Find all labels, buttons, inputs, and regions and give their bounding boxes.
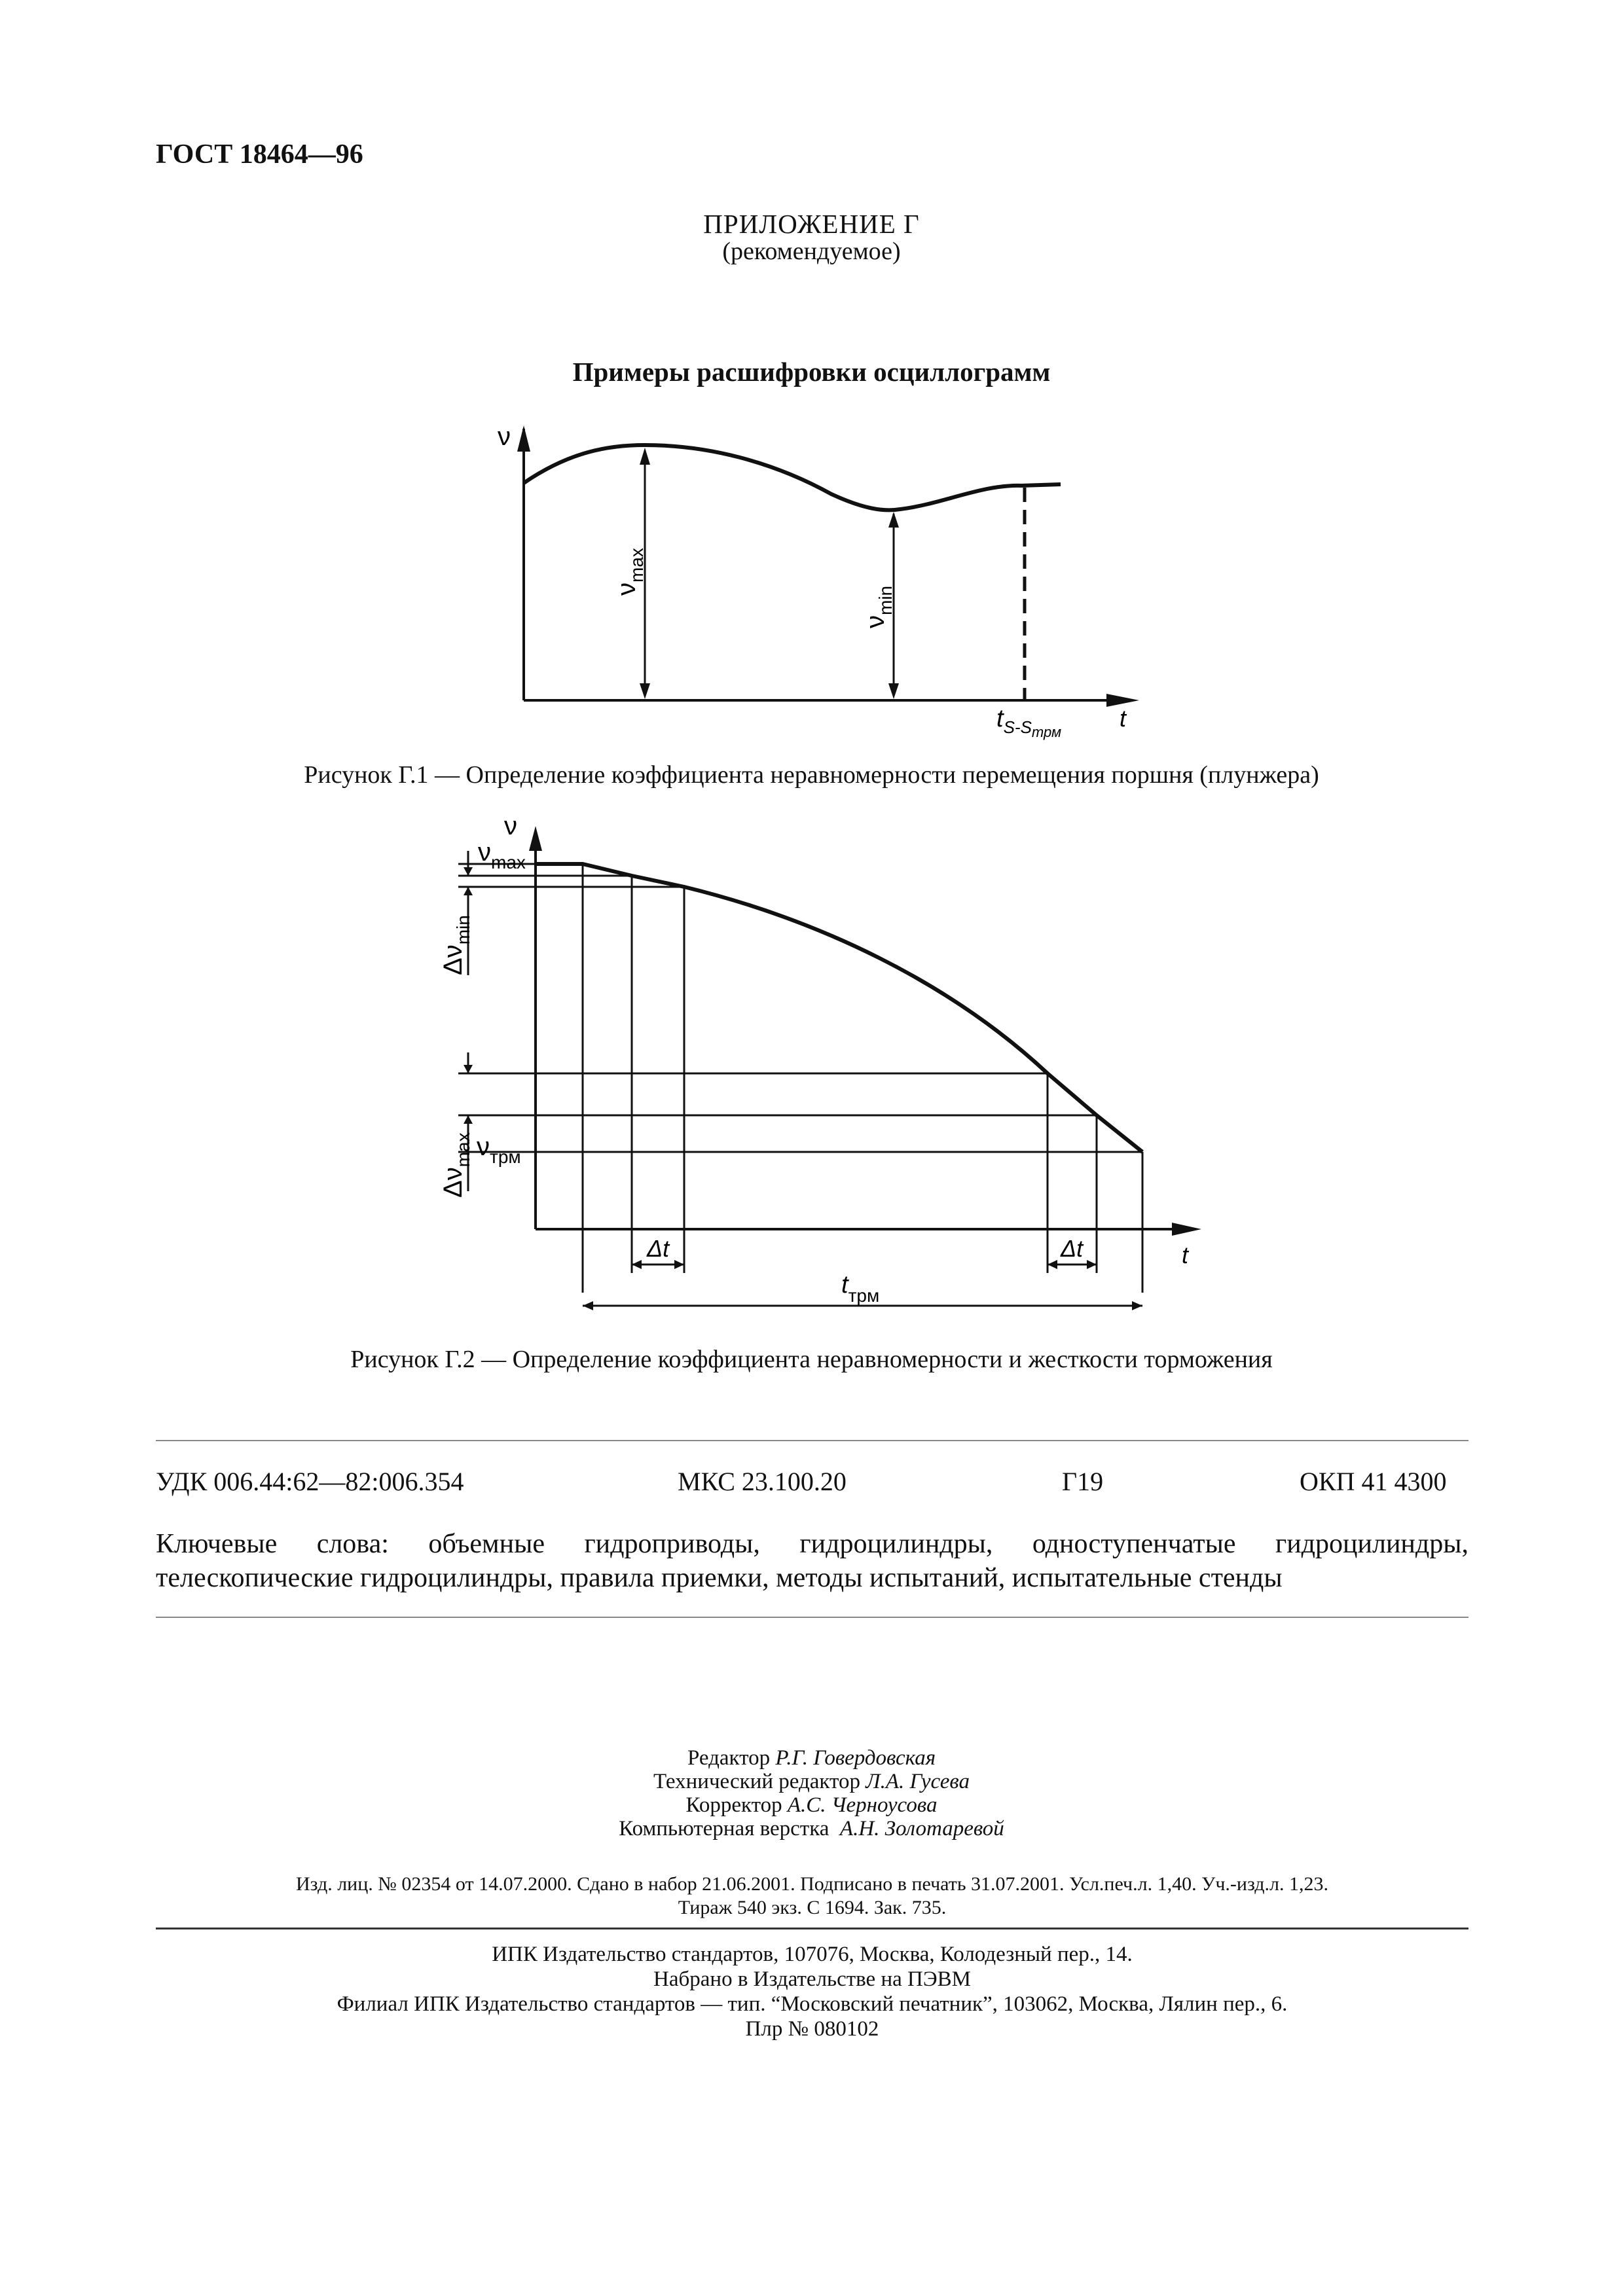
imprint-line-1: Изд. лиц. № 02354 от 14.07.2000. Сдано в набор 21.06.2001. Подписано в печать 31.07.2001. Усл.печ.л. 1,40. Уч.-изд.л. 1,23. — [295, 1873, 1329, 1895]
credit-editor: Редактор Р.Г. Говердовская — [687, 1746, 936, 1770]
fig2-vmax-label: $\nu_{max}$ — [478, 838, 526, 872]
divider-imprint — [156, 1928, 1468, 1929]
fig2-dvmin-label: $\Delta\nu_{min}$ — [439, 915, 473, 975]
appendix-title: ПРИЛОЖЕНИЕ Г — [703, 209, 920, 239]
credits-block — [0, 1746, 1623, 1840]
fig1-vmin-label: $\nu_{min}$ — [861, 585, 896, 628]
fig2-dvmax-label: $\Delta\nu_{max}$ — [439, 1132, 473, 1198]
fig1-velocity-curve — [524, 445, 1061, 510]
fig2-y-label: ν — [504, 812, 517, 840]
fig1-vmax-label: $\nu_{max}$ — [612, 548, 647, 596]
divider-keywords — [156, 1617, 1468, 1618]
fig2-dt2-label: Δt — [1061, 1235, 1084, 1262]
fig2-x-label: t — [1182, 1242, 1189, 1268]
fig1-x-label: t — [1120, 705, 1127, 732]
fig1-ts-label: $t_{S-S}трм$ — [996, 705, 1062, 740]
imprint-line-2: Тираж 540 экз. С 1694. Зак. 735. — [678, 1897, 947, 1918]
fig1-y-arrow — [517, 425, 530, 452]
document-code: ГОСТ 18464—96 — [156, 139, 363, 170]
divider-top — [156, 1440, 1468, 1441]
credit-corrector: Корректор А.С. Черноусова — [685, 1793, 938, 1817]
figure-2-caption: Рисунок Г.2 — Определение коэффициента неравномерности и жесткости торможения — [350, 1346, 1273, 1373]
fig2-ttrm-label: $t_{трм}$ — [841, 1271, 880, 1306]
imprint-line-6: Плр № 080102 — [745, 2017, 879, 2041]
udk-code: УДК 006.44:62—82:006.354 — [156, 1467, 464, 1496]
section-title: Примеры расшифровки осциллограмм — [572, 357, 1051, 387]
imprint-line-3: ИПК Издательство стандартов, 107076, Москва, Колодезный пер., 14. — [492, 1943, 1133, 1966]
credit-tech-editor: Технический редактор Л.А. Гусева — [653, 1770, 970, 1793]
group-code: Г19 — [1062, 1467, 1104, 1496]
appendix-status: (рекомендуемое) — [722, 238, 901, 265]
fig2-dt1-label: Δt — [647, 1235, 670, 1262]
keywords: Ключевые слова: объемные гидроприводы, гидроцилиндры, одноступенчатые гидроцилиндры, телескопические гидроцилиндры, правила приемки, методы испытаний, испытательные стенды — [156, 1529, 1468, 1593]
fig2-braking-curve — [536, 864, 1142, 1152]
imprint-line-5: Филиал ИПК Издательство стандартов — тип. “Московский печатник”, 103062, Москва, Лялин пер., 6. — [337, 1992, 1288, 2016]
fig1-y-label: ν — [498, 422, 511, 451]
figure-1-caption: Рисунок Г.1 — Определение коэффициента неравномерности перемещения поршня (плунжера) — [304, 761, 1319, 789]
imprint-line-4: Набрано в Издательстве на ПЭВМ — [653, 1967, 971, 1991]
mks-code: МКС 23.100.20 — [678, 1467, 847, 1496]
credit-layout: Компьютерная верстка А.Н. Золотаревой — [619, 1817, 1004, 1840]
okp-code: ОКП 41 4300 — [1300, 1467, 1447, 1496]
fig2-vtrm-label: $\nu_{трм}$ — [477, 1132, 521, 1167]
figure-2-diagram — [0, 798, 1623, 1322]
figure-1-diagram — [0, 0, 1623, 785]
